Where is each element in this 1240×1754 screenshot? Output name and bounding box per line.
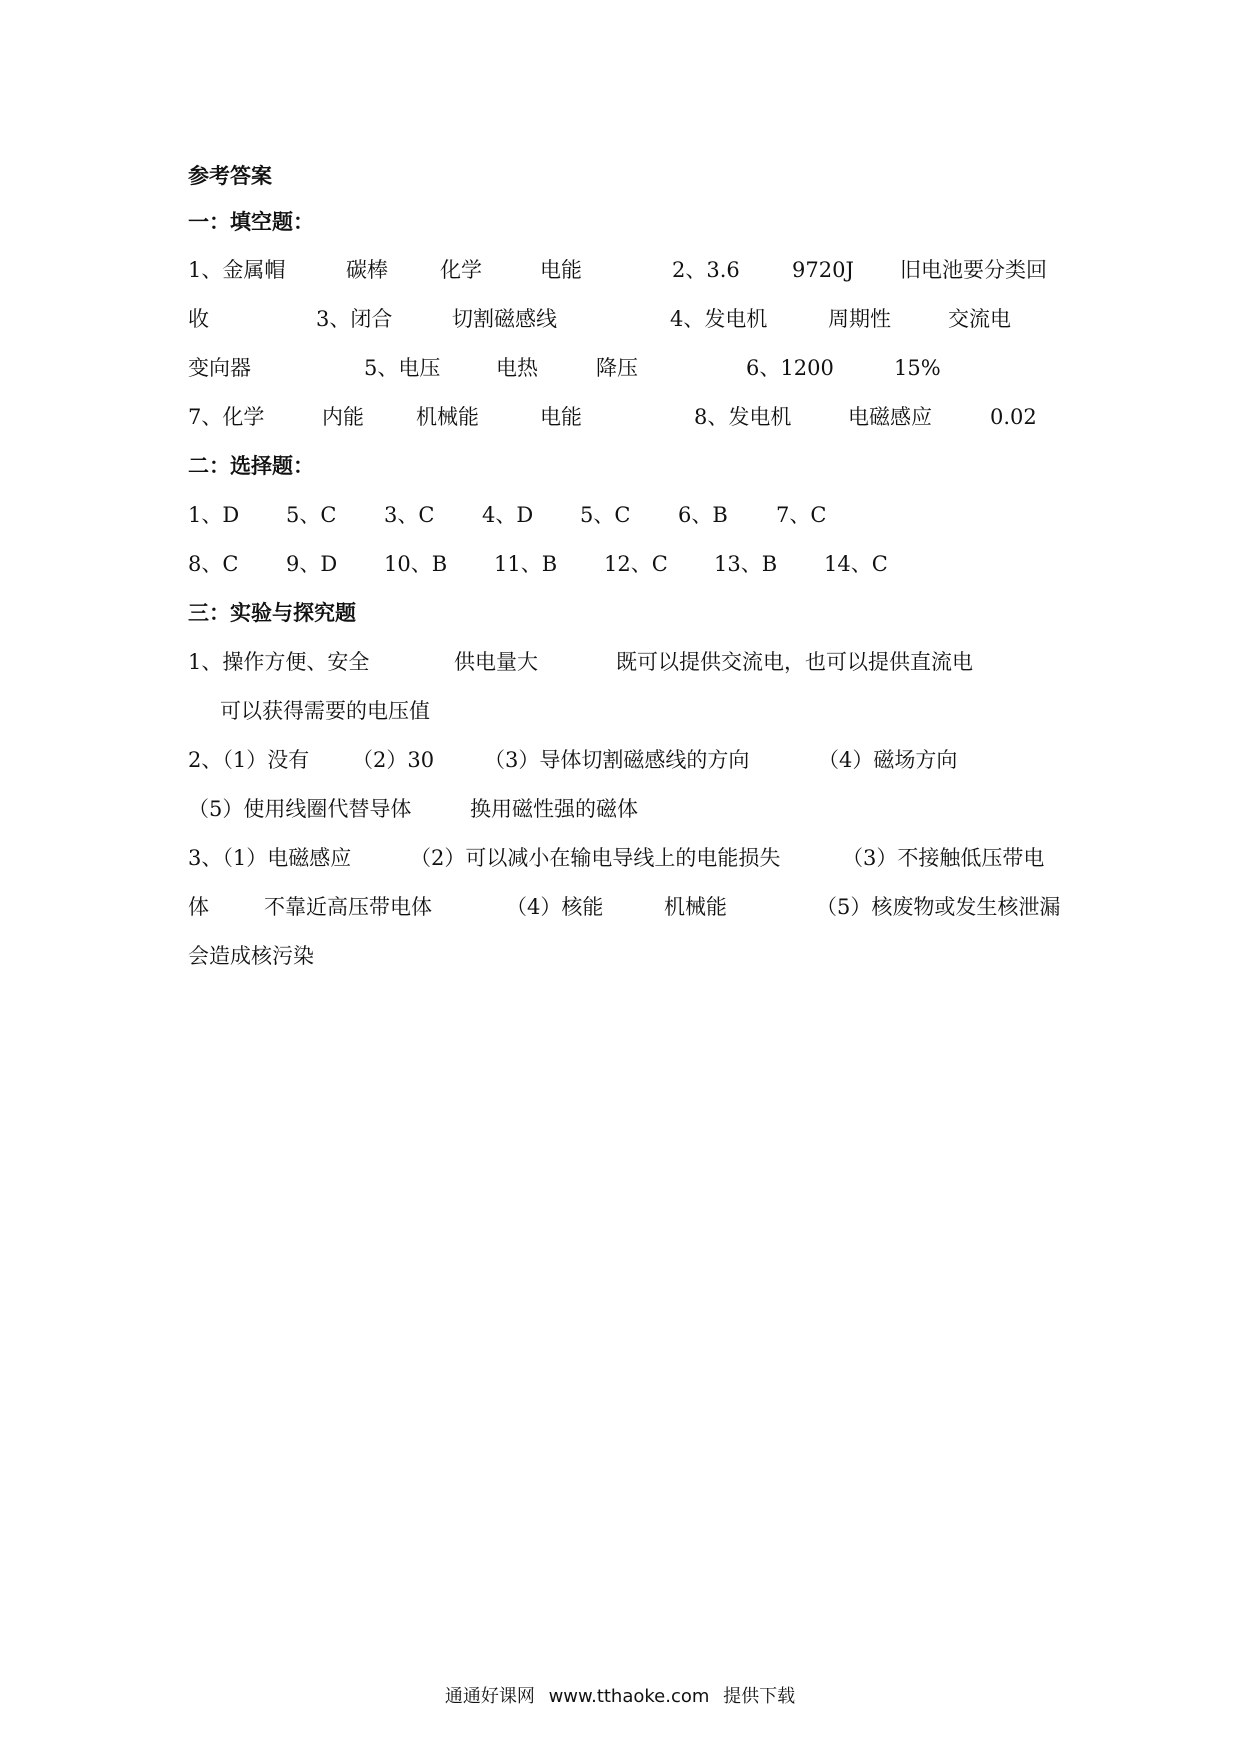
answer-item: 旧电池要分类回 bbox=[900, 258, 1047, 282]
answer-item: 11、B bbox=[494, 552, 558, 576]
answer-item: 机械能 bbox=[664, 895, 727, 919]
answer-item: 2、3.6 bbox=[672, 258, 740, 282]
answer-item: 0.02 bbox=[990, 405, 1037, 429]
page-title: 参考答案 bbox=[188, 163, 272, 188]
answer-item: 5、电压 bbox=[364, 356, 441, 380]
answer-item: 电能 bbox=[540, 258, 582, 282]
footer-url[interactable]: www.tthaoke.com bbox=[548, 1686, 710, 1707]
answer-item: 1、D bbox=[188, 503, 240, 527]
answer-item: 7、化学 bbox=[188, 405, 265, 429]
answer-item: 9720J bbox=[792, 258, 854, 282]
answer-item: 5、C bbox=[580, 503, 631, 527]
answer-item: 不靠近高压带电体 bbox=[264, 895, 432, 919]
answer-item: 化学 bbox=[440, 258, 482, 282]
answer-item: 3、闭合 bbox=[316, 307, 393, 331]
answer-item: 6、B bbox=[678, 503, 728, 527]
answer-item: （3）导体切割磁感线的方向 bbox=[484, 748, 750, 772]
section2-row-1 bbox=[188, 495, 1068, 535]
section3-row-1 bbox=[188, 642, 1068, 682]
answer-item: 14、C bbox=[824, 552, 888, 576]
answer-item: 会造成核污染 bbox=[188, 944, 314, 968]
answer-item: （4）核能 bbox=[506, 895, 604, 919]
answer-item: 1、操作方便、安全 bbox=[188, 650, 370, 674]
answer-item: 8、发电机 bbox=[694, 405, 792, 429]
answer-item: 1、金属帽 bbox=[188, 258, 286, 282]
answer-item: （3）不接触低压带电 bbox=[842, 846, 1045, 870]
answer-item: 7、C bbox=[776, 503, 827, 527]
answer-item: 6、1200 bbox=[746, 356, 834, 380]
section1-heading: 一：填空题： bbox=[188, 209, 314, 234]
section3-row-4 bbox=[188, 789, 1068, 829]
answer-item: 变向器 bbox=[188, 356, 251, 380]
section1-row-4 bbox=[188, 397, 1068, 437]
answer-item: （4）磁场方向 bbox=[818, 748, 958, 772]
answer-item: 切割磁感线 bbox=[452, 307, 557, 331]
answer-item: 换用磁性强的磁体 bbox=[470, 797, 638, 821]
answer-item: 电能 bbox=[540, 405, 582, 429]
answer-item: 2、（1）没有 bbox=[188, 748, 310, 772]
answer-item: 电磁感应 bbox=[848, 405, 932, 429]
footer-site-name: 通通好课网 bbox=[444, 1686, 535, 1707]
answer-item: 4、D bbox=[482, 503, 534, 527]
footer-note: 提供下载 bbox=[723, 1686, 796, 1707]
section1-row-2 bbox=[188, 299, 1068, 339]
answer-item: （5）使用线圈代替导体 bbox=[188, 797, 412, 821]
answer-item: 可以获得需要的电压值 bbox=[220, 699, 430, 723]
answer-item: 周期性 bbox=[828, 307, 891, 331]
answer-item: 降压 bbox=[596, 356, 638, 380]
answer-item: 5、C bbox=[286, 503, 337, 527]
section1-row-3 bbox=[188, 348, 1068, 388]
answer-item: （5）核废物或发生核泄漏 bbox=[816, 895, 1061, 919]
section3-row-5 bbox=[188, 838, 1068, 878]
answer-item: 收 bbox=[188, 307, 209, 331]
section3-heading: 三：实验与探究题 bbox=[188, 600, 356, 625]
section2-heading: 二：选择题： bbox=[188, 453, 314, 478]
answer-item: 8、C bbox=[188, 552, 239, 576]
section3-row-6 bbox=[188, 887, 1068, 927]
answer-item: （2）可以减小在输电导线上的电能损失 bbox=[410, 846, 781, 870]
answer-item: 碳棒 bbox=[346, 258, 388, 282]
answer-item: （2）30 bbox=[352, 748, 435, 772]
answer-item: 既可以提供交流电，也可以提供直流电 bbox=[616, 650, 973, 674]
answer-item: 交流电 bbox=[948, 307, 1011, 331]
answer-item: 体 bbox=[188, 895, 209, 919]
answer-item: 3、（1）电磁感应 bbox=[188, 846, 352, 870]
answer-item: 15% bbox=[894, 356, 941, 380]
page-footer bbox=[0, 1682, 1240, 1708]
answer-item: 机械能 bbox=[416, 405, 479, 429]
section1-row-1 bbox=[188, 250, 1068, 290]
section3-row-2 bbox=[188, 691, 1068, 731]
answer-item: 9、D bbox=[286, 552, 338, 576]
answer-item: 供电量大 bbox=[454, 650, 538, 674]
section2-row-2 bbox=[188, 544, 1068, 584]
answer-item: 电热 bbox=[496, 356, 538, 380]
section3-row-7 bbox=[188, 936, 1068, 976]
answer-item: 内能 bbox=[322, 405, 364, 429]
answer-item: 3、C bbox=[384, 503, 435, 527]
answer-item: 13、B bbox=[714, 552, 778, 576]
answer-item: 10、B bbox=[384, 552, 448, 576]
answer-item: 4、发电机 bbox=[670, 307, 768, 331]
section3-row-3 bbox=[188, 740, 1068, 780]
answer-item: 12、C bbox=[604, 552, 668, 576]
